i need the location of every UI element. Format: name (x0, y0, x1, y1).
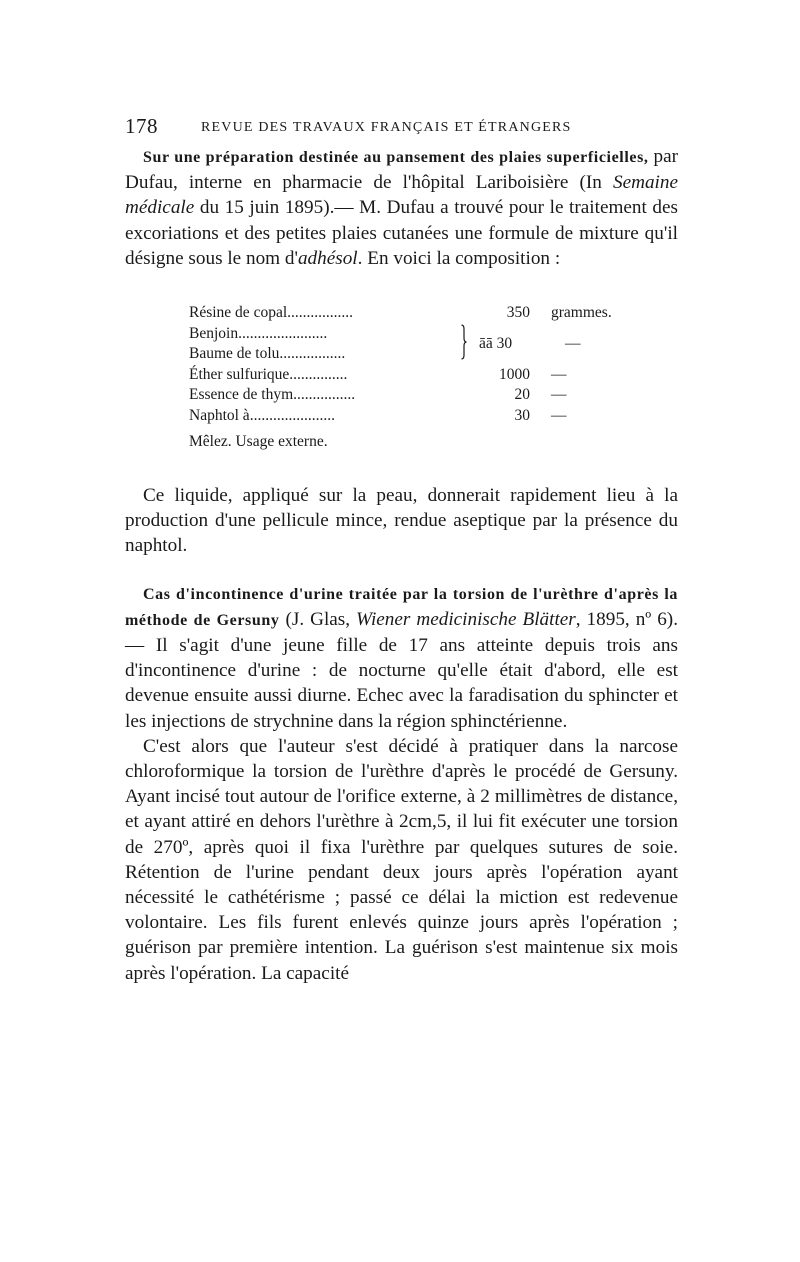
article-1-paragraph (125, 144, 678, 271)
ingredient-unit: — (551, 406, 567, 424)
page (125, 108, 678, 986)
page-header (125, 108, 678, 144)
ingredient-quantity: 20 (514, 386, 530, 404)
article-1-text-a: par Dufau, interne en pharmacie de l'hôpital Lariboisière (In (125, 146, 679, 194)
ingredient-quantity: āā 30 (479, 334, 513, 352)
ingredient-unit: — (551, 386, 567, 404)
article-1-text-c: . En voici la composition : (357, 247, 561, 269)
article-1-text-b: du 15 juin 1895).— M. Dufau a trouvé pour le traitement des excoriations et des petites plaies cutanées une formule de mixture qu'il désigne sous le nom d' (125, 197, 678, 269)
recipe-row (189, 303, 629, 324)
article-2-paragraph-2: C'est alors que l'auteur s'est décidé à pratiquer dans la narcose chloroformique la torsion de l'urèthre d'après le procédé de Gersuny. Ayant incisé tout autour de l'orifice externe, à 2 millimètres de distance, et ayant attiré en dehors l'urèthre à 2cm,5, il lui fit exécuter une torsion de 270º, après quoi il fixa l'urèthre par quelques sutures de soie. Rétention de l'urine pendant deux jours après l'opération ayant nécessité le cathétérisme ; passé ce délai la miction est redevenue volontaire. Les fils furent enlevés quinze jours après l'opération ; guérison par première intention. La guérison s'est maintenue six mois après l'opération. La capacité (125, 735, 678, 984)
right-brace-icon (461, 324, 467, 360)
article-2-title: Cas d'incontinence d'urine traitée par la torsion de l'urèthre d'après la méthode de Gersuny (125, 585, 678, 629)
page-number: 178 (125, 114, 158, 138)
ingredient-name: Essence de thym................ (189, 386, 356, 404)
ingredient-quantity: 30 (514, 406, 530, 424)
article-2-paragraph (125, 581, 678, 734)
recipe-table (189, 303, 629, 453)
recipe-row (189, 365, 629, 386)
article-1-conclusion: Ce liquide, appliqué sur la peau, donnerait rapidement lieu à la production d'une pellicule mince, rendue aseptique par la présence du naphtol. (125, 484, 678, 557)
ingredient-unit: — (551, 365, 567, 383)
ingredient-quantity: 1000 (499, 365, 530, 383)
article-2-text-a: (J. Glas, (279, 608, 357, 630)
article-1-journal: Semaine médicale (125, 172, 678, 219)
article-1-term: adhésol (297, 247, 358, 269)
recipe-row (189, 406, 629, 427)
ingredient-name: Naphtol à...................... (189, 406, 335, 424)
article-1-title: Sur une préparation destinée au pansement des plaies superficielles, (143, 149, 649, 166)
running-title: REVUE DES TRAVAUX FRANÇAIS ET ÉTRANGERS (201, 120, 572, 135)
ingredient-name: Résine de copal................. (189, 304, 354, 322)
ingredient-unit: grammes. (551, 304, 612, 322)
ingredient-name: Éther sulfurique............... (189, 365, 348, 383)
recipe-usage: Mêlez. Usage externe. (189, 433, 328, 451)
article-2-journal: Wiener medicinische Blätter (356, 608, 576, 630)
recipe-row (189, 385, 629, 406)
article-2-text-b: , 1895, nº 6). — Il s'agit d'une jeune fille de 17 ans atteinte depuis trois ans d'incontinence d'urine : de nocturne qu'elle était d'abord, elle est devenue ensuite aussi diurne. Echec avec la faradisation du sphincter et les injections de strychnine dans la région sphinctérienne. (125, 608, 678, 732)
ingredient-unit: — (565, 334, 581, 352)
ingredient-name: Benjoin....................... (189, 324, 328, 342)
ingredient-quantity: 350 (506, 304, 530, 322)
recipe-brace-group (189, 324, 629, 365)
ingredient-name: Baume de tolu................. (189, 345, 346, 363)
